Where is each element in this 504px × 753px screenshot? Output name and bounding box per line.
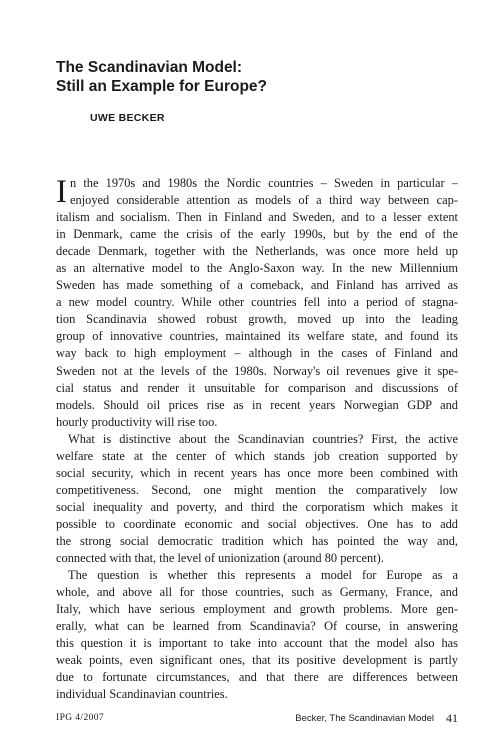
body-line: a new model country. While other countries fell into a period of stagna- xyxy=(56,295,458,310)
body-line: individual Scandinavian countries. xyxy=(56,687,228,702)
body-line: models. Should oil prices rise as in recent years Norwegian GDP and xyxy=(56,397,458,412)
body-line: group of innovative countries, maintained its welfare state, and found its xyxy=(56,329,458,344)
body-line: the strong social democratic tradition which has pointed the way and, xyxy=(56,533,458,548)
page-footer xyxy=(56,712,458,726)
page-number: 41 xyxy=(446,711,458,725)
paragraph-2 xyxy=(56,431,458,567)
body-line: Sweden not at the levels of the 1980s. Norway's oil revenues give it spe- xyxy=(56,363,458,378)
body-line: due to fortunate circumstances, and that there are differences between xyxy=(56,670,458,685)
article-title-line-1: The Scandinavian Model: xyxy=(56,59,243,76)
body-line: erally, what can be learned from Scandinavia? Of course, in answering xyxy=(56,619,458,634)
body-line: in Denmark, came the crisis of the early 1990s, but by the end of the xyxy=(56,227,458,242)
body-line: hourly productivity will rise too. xyxy=(56,414,218,429)
article-title-line-2: Still an Example for Europe? xyxy=(56,78,268,95)
body-line: this question it is important to take into account that the model also has xyxy=(56,636,458,651)
drop-cap: I xyxy=(56,174,67,210)
body-line: way back to high employment – although in the cases of Finland and xyxy=(56,346,458,361)
journal-issue: IPG 4/2007 xyxy=(56,713,105,723)
running-head: Becker, The Scandinavian Model xyxy=(295,713,434,724)
body-line: whole, and above all for those countries, such as Germany, France, and xyxy=(56,585,458,600)
body-line: n the 1970s and 1980s the Nordic countries – Sweden in particular – xyxy=(70,176,458,190)
paragraph-3 xyxy=(56,567,458,703)
body-line: connected with that, the level of unionization (around 80 percent). xyxy=(56,551,384,566)
body-line: decade Denmark, together with the Netherlands, was once more held up xyxy=(56,244,458,259)
body-line: italism and socialism. Then in Finland and Sweden, and to a lesser extent xyxy=(56,210,458,225)
body-line: social security, which in recent years has once more been combined with xyxy=(56,465,458,480)
body-line: The question is whether this represents a model for Europe as a xyxy=(68,568,458,583)
article-author: UWE BECKER xyxy=(90,112,165,124)
body-line: What is distinctive about the Scandinavian countries? First, the active xyxy=(68,431,458,446)
body-line: as an alternative model to the Anglo-Saxon way. In the new Millennium xyxy=(56,261,458,276)
body-line: tion Scandinavia showed robust growth, moved up into the leading xyxy=(56,312,458,327)
body-line: Sweden has made something of a comeback, and Finland has arrived as xyxy=(56,278,458,293)
body-line: possible to coordinate economic and social objectives. One has to add xyxy=(56,516,458,531)
body-line: social inequality and poverty, and third the corporatism which makes it xyxy=(56,499,458,514)
article-title xyxy=(56,58,456,96)
body-line: weak points, even significant ones, that its positive development is partly xyxy=(56,653,458,668)
body-line: Italy, which have serious employment and growth problems. More gen- xyxy=(56,602,458,617)
article-body xyxy=(56,175,458,703)
body-line: cial status and render it unsuitable for comparison and discussions of xyxy=(56,380,458,395)
paragraph-1 xyxy=(56,175,458,431)
body-line: competitiveness. Second, one might mention the comparatively low xyxy=(56,482,458,497)
body-line: enjoyed considerable attention as models of a third way between cap- xyxy=(70,193,458,208)
body-line: welfare state at the center of which stands job creation supported by xyxy=(56,448,458,463)
